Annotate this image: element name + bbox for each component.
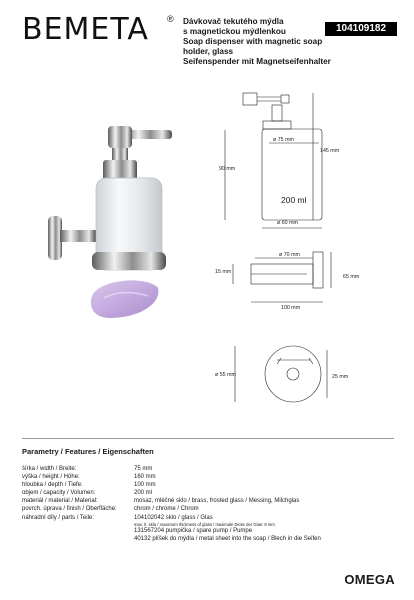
label-side-right: 65 mm <box>343 274 360 280</box>
product-photo <box>40 118 190 328</box>
spec-row-width <box>22 465 394 473</box>
product-titles <box>183 17 333 67</box>
pump-head <box>108 126 132 148</box>
label-neck-diameter: ø 75 mm <box>273 137 294 143</box>
label-base-diameter: ø 60 mm <box>277 220 298 226</box>
spec-label: šírka / width / Breite: <box>22 466 77 472</box>
label-rosette-depth: 25 mm <box>332 374 349 380</box>
spec-label: materiál / material / Material: <box>22 498 98 505</box>
label-total-height: 145 mm <box>320 148 340 154</box>
brand-logo-text: BEMETA <box>22 12 149 47</box>
label-side-depth: 100 mm <box>281 305 301 311</box>
wall-rosette <box>48 216 62 260</box>
spec-label: hloubka / depth / Tiefe: <box>22 482 83 489</box>
spec-value: 75 mm <box>134 466 153 472</box>
section-divider <box>22 438 394 439</box>
title-cz-line-1: Dávkovač tekutého mýdla <box>183 17 284 26</box>
spec-value: 200 ml <box>134 490 153 497</box>
label-glass-height: 90 mm <box>219 166 236 172</box>
spec-row-height <box>22 473 394 481</box>
spec-row-capacity <box>22 489 394 497</box>
spec-row-depth <box>22 481 394 489</box>
title-en: Soap dispenser with magnetic soap holder, glass <box>183 37 323 56</box>
label-side-top: ø 70 mm <box>279 252 300 258</box>
metal-sheet: 40132 plíšek do mýdla / metal sheet into the soap / Blech in die Seifen <box>134 535 321 542</box>
spec-row-parts <box>22 514 394 522</box>
parameters-title: Parametry / Features / Eigenschaften <box>22 447 154 456</box>
spec-row-material <box>22 497 394 505</box>
label-side-height: 15 mm <box>215 269 232 275</box>
chrome-ring-holder <box>92 252 166 270</box>
rosette-view <box>265 346 321 402</box>
technical-drawing <box>215 88 405 418</box>
pump-stem <box>112 148 128 160</box>
label-rosette-diameter: ø 55 mm <box>215 372 236 378</box>
magnetic-soap <box>91 280 159 318</box>
label-capacity: 200 ml <box>281 195 307 205</box>
spec-label: náhradní díly / parts / Teile: <box>22 514 94 521</box>
spec-value: mosaz, mléčné sklo / brass, frosted glass / Messing, Milchglas <box>134 498 300 505</box>
glass-thickness-note: max. tl. skla / maximum thickness of glass / maximale Dicke der Glas: 8 mm <box>134 521 275 527</box>
wall-arm <box>60 230 96 242</box>
series-name: OMEGA <box>344 572 395 587</box>
spec-value: chrom / chrome / Chrom <box>134 506 199 513</box>
brand-logo <box>22 12 174 47</box>
spec-value: 160 mm <box>134 474 156 481</box>
spec-value: 104102042 sklo / glass / Glas <box>134 514 213 521</box>
spec-label: výška / height / Höhe: <box>22 474 80 481</box>
registered-mark: ® <box>167 14 174 24</box>
spec-label: objem / capacity / Volumen: <box>22 490 96 497</box>
spec-table <box>22 465 394 543</box>
spec-value: 100 mm <box>134 482 156 489</box>
product-code-badge: 104109182 <box>325 22 397 36</box>
spec-row-parts-extra <box>22 535 394 543</box>
title-de: Seifenspender mit Magnetseifenhalter <box>183 57 331 66</box>
spec-row-parts-extra <box>22 527 394 535</box>
spec-label: povrch. úprava / finish / Oberfläche: <box>22 506 117 513</box>
spare-pump: 131567204 pumpička / spare pump / Pumpe <box>134 527 253 534</box>
title-cz-line-2: s magnetickou mýdlenkou <box>183 27 286 36</box>
spec-row-finish <box>22 505 394 513</box>
